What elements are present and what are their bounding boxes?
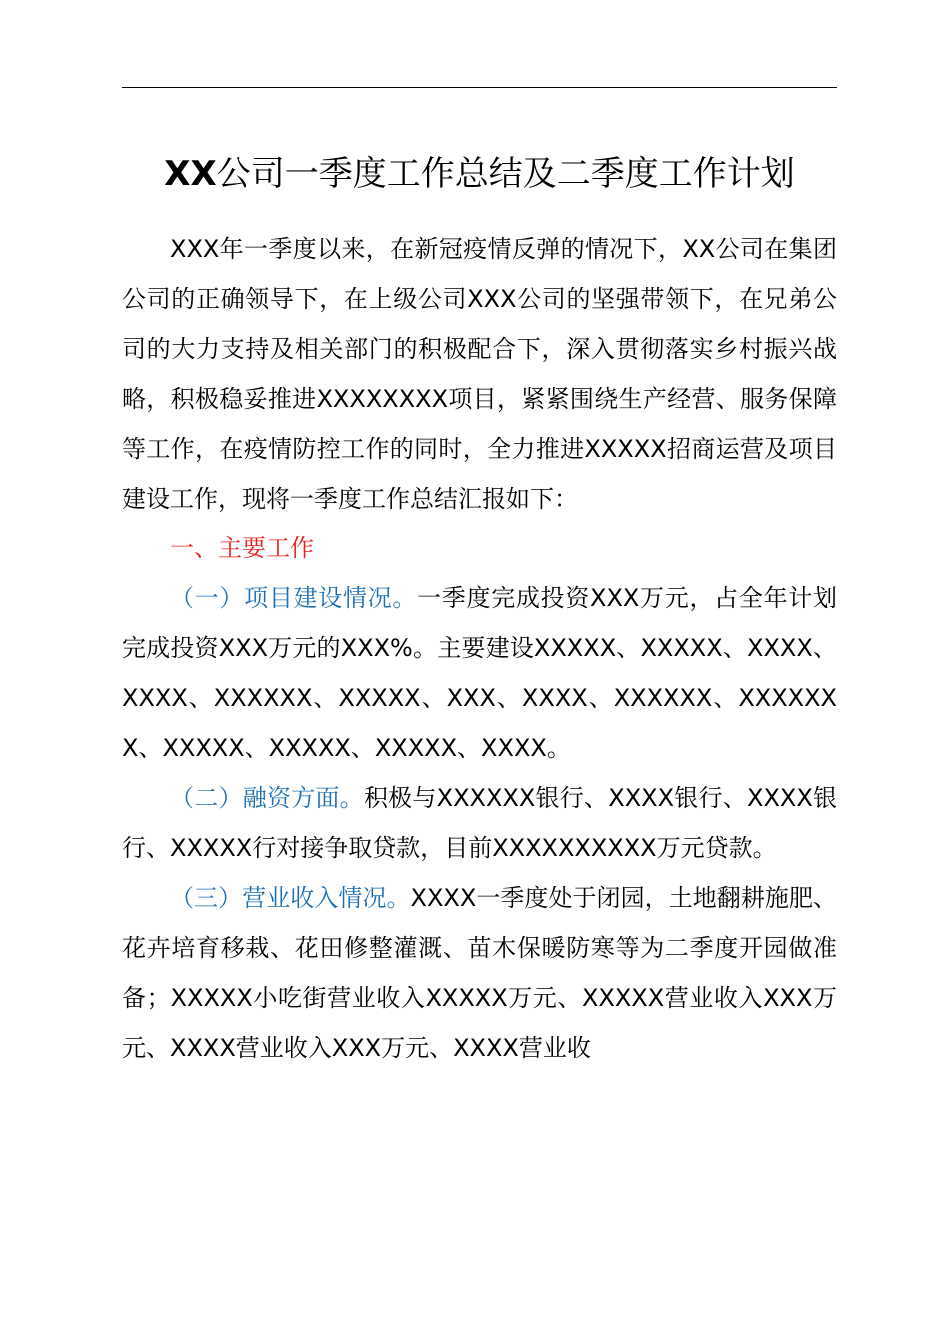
document-title-rest: 公司一季度工作总结及二季度工作计划 xyxy=(216,154,795,194)
document-title-prefix: XX xyxy=(164,154,217,194)
revenue-paragraph xyxy=(122,874,837,1074)
header-rule xyxy=(122,87,837,88)
section-heading: 一、主要工作 xyxy=(170,534,314,563)
intro-paragraph: XXX年一季度以来，在新冠疫情反弹的情况下，XX公司在集团公司的正确领导下，在上级公司XXX公司的坚强带领下，在兄弟公司的大力支持及相关部门的积极配合下，深入贯彻落实乡村振兴战略，积极稳妥推进XXXXXXXX项目，紧紧围绕生产经营、服务保障等工作，在疫情防控工作的同时，全力推进XXXXX招商运营及项目建设工作，现将一季度工作总结汇报如下： xyxy=(122,235,837,513)
revenue-heading: （三）营业收入情况。 xyxy=(170,883,411,912)
document-body xyxy=(122,225,837,1073)
document-title xyxy=(122,148,837,200)
financing-heading: （二）融资方面。 xyxy=(170,783,364,812)
revenue-text: XXXX一季度处于闭园，土地翻耕施肥、花卉培育移栽、花田修整灌溉、苗木保暖防寒等为二季度开园做准备；XXXXX小吃街营业收入XXXXX万元、XXXXX营业收入XXX万元、XXXX营业收入XXX万元、XXXX营业收 xyxy=(122,883,838,1062)
project-construction-paragraph xyxy=(122,574,837,774)
financing-paragraph xyxy=(122,774,837,874)
financing-text: 积极与XXXXXX银行、XXXX银行、XXXX银行、XXXXX行对接争取贷款，目前XXXXXXXXXX万元贷款。 xyxy=(122,783,838,862)
project-construction-heading: （一）项目建设情况。 xyxy=(170,584,418,613)
project-construction-text: 一季度完成投资XXX万元，占全年计划完成投资XXX万元的XXX%。主要建设XXXXX、XXXXX、XXXX、XXXX、XXXXXX、XXXXX、XXX、XXXX、XXXXXX、XXXXXXX、XXXXX、XXXXX、XXXXX、XXXX。 xyxy=(122,584,838,763)
